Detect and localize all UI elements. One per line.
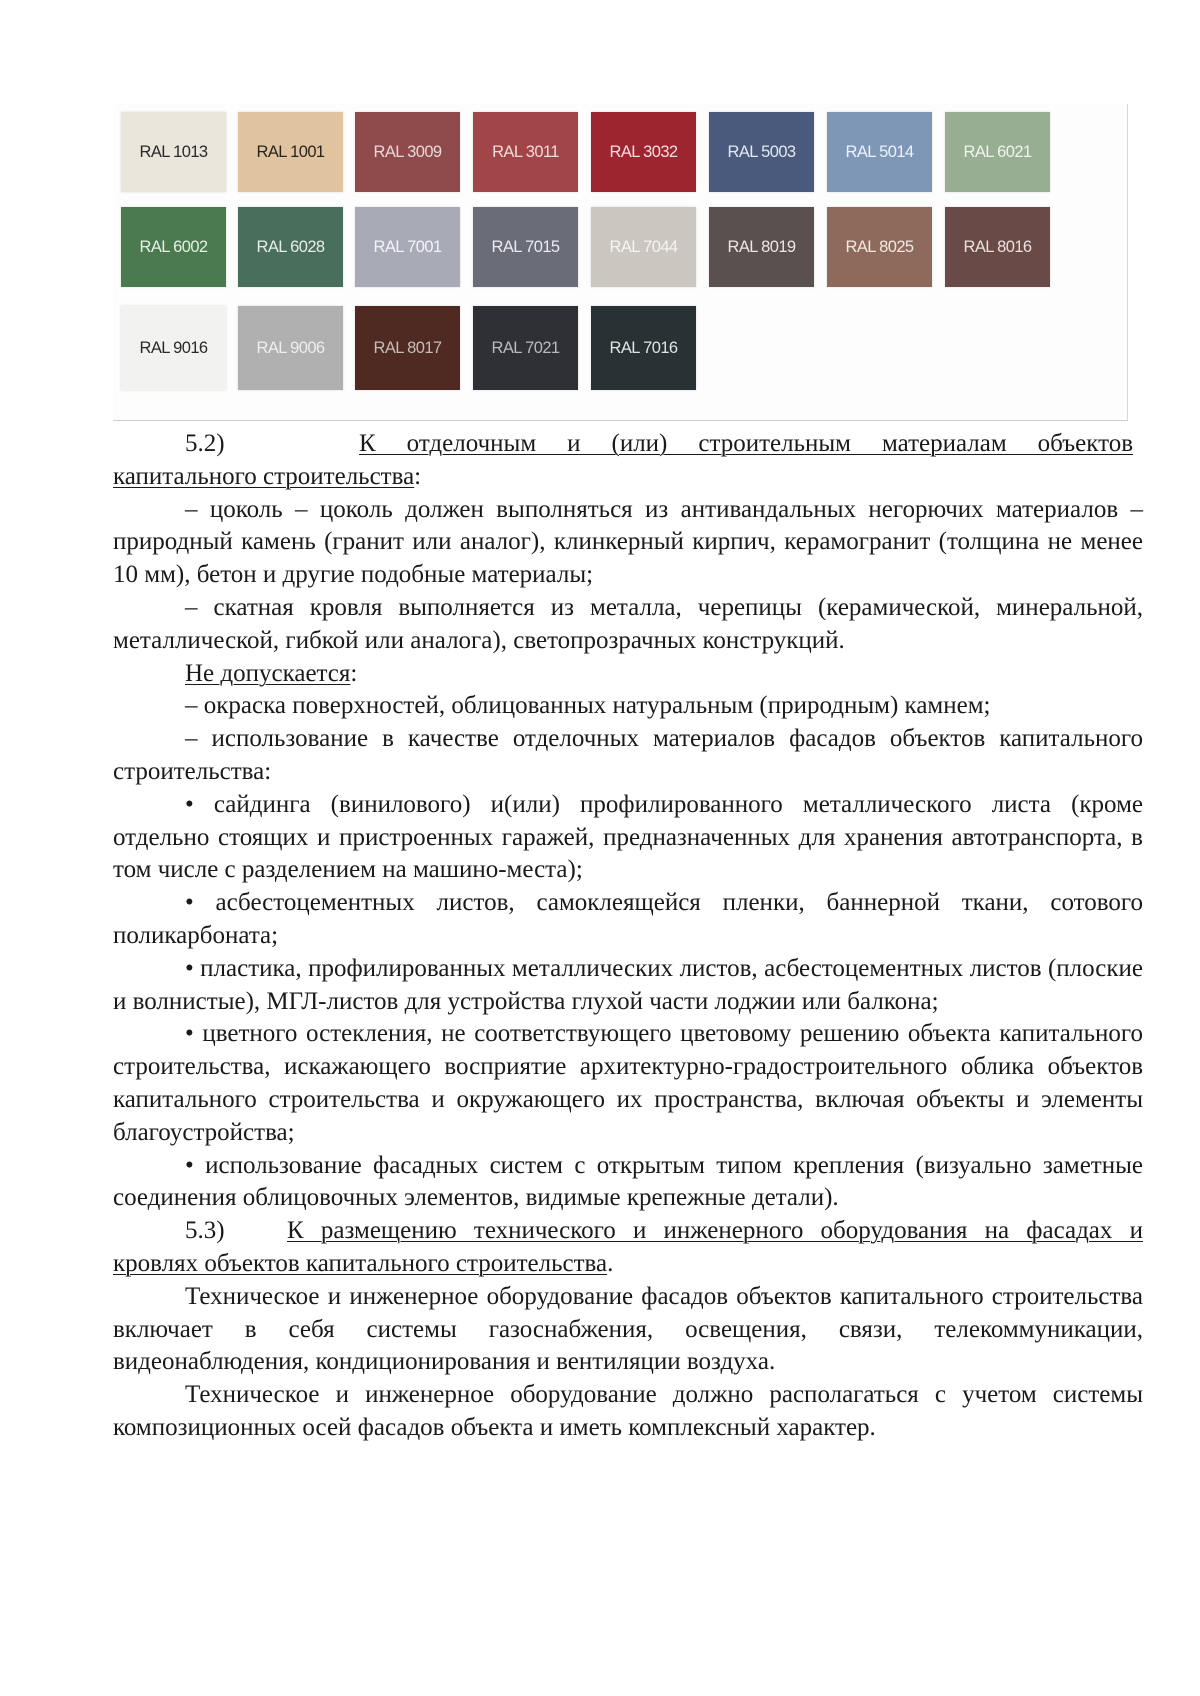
bullet-item: • асбестоцементных листов, самоклеящейся пленки, баннерной ткани, сотового поликарбоната; <box>113 889 1143 949</box>
bullet-item: • цветного остекления, не соответствующего цветовому решению объекта капитального строительства, искажающего восприятие архитектурно-градостроительного облика объектов капитального строительства и окружающего их пространства, включая объекты и элементы благоустройства; <box>113 1020 1143 1146</box>
bullet-item: • пластика, профилированных металлических листов, асбестоцементных листов (плоские и волнистые), МГЛ-листов для устройства глухой части лоджии или балкона; <box>113 954 1143 1015</box>
punct: : <box>350 659 358 687</box>
color-swatch: RAL 5003 <box>709 112 814 192</box>
punct: . <box>607 1249 614 1277</box>
color-swatch: RAL 9016 <box>121 306 226 390</box>
color-swatch: RAL 8025 <box>827 207 932 287</box>
color-swatch: RAL 8016 <box>945 207 1050 287</box>
color-swatch: RAL 7016 <box>591 306 696 390</box>
color-swatch: RAL 9006 <box>238 306 343 390</box>
section-title: К размещению технического и инженерного оборудования на фасадах и кровлях объектов капитального строительства <box>113 1217 1143 1277</box>
color-swatch: RAL 3009 <box>355 112 460 192</box>
not-allowed-item: – окраска поверхностей, облицованных натуральным (природным) камнем; <box>185 692 991 720</box>
color-swatch: RAL 1013 <box>121 112 226 192</box>
color-swatch: RAL 7021 <box>473 306 578 390</box>
item-plinth: – цоколь – цоколь должен выполняться из антивандальных негорючих материалов – природный камень (гранит или аналог), клинкерный кирпич, керамогранит (толщина не менее 10 мм), бетон и другие подобные материалы; <box>113 495 1143 589</box>
color-swatch: RAL 8019 <box>709 207 814 287</box>
document-body <box>113 428 1143 1445</box>
color-swatch: RAL 1001 <box>238 112 343 192</box>
not-allowed-heading <box>113 658 1143 691</box>
color-swatch: RAL 6021 <box>945 112 1050 192</box>
paragraph: Техническое и инженерное оборудование должно располагаться с учетом системы композиционных осей фасадов объекта и иметь комплексный характер. <box>113 1381 1143 1441</box>
not-allowed-item: – использование в качестве отделочных материалов фасадов объектов капитального строительства: <box>113 725 1143 785</box>
color-swatch: RAL 6002 <box>121 207 226 287</box>
color-swatch: RAL 3011 <box>473 112 578 192</box>
ral-color-palette <box>113 104 1128 421</box>
color-swatch: RAL 3032 <box>591 112 696 192</box>
not-allowed-label: Не допускается <box>185 659 351 687</box>
punct: : <box>414 462 422 490</box>
color-swatch: RAL 7001 <box>355 207 460 287</box>
paragraph: Техническое и инженерное оборудование фасадов объектов капитального строительства включает в себя системы газоснабжения, освещения, связи, телекоммуникации, видеонаблюдения, кондиционирования и вентиляции воздуха. <box>113 1282 1143 1376</box>
bullet-item: • использование фасадных систем с открытым типом крепления (визуально заметные соединения облицовочных элементов, видимые крепежные детали). <box>113 1151 1143 1212</box>
section-5-2-heading <box>113 428 1143 494</box>
color-swatch: RAL 6028 <box>238 207 343 287</box>
section-number: 5.3) <box>185 1217 225 1245</box>
color-swatch: RAL 7044 <box>591 207 696 287</box>
section-5-3-heading <box>113 1215 1143 1281</box>
section-title: К отделочным и (или) строительным материалам объектов <box>359 430 1133 457</box>
color-swatch: RAL 5014 <box>827 112 932 192</box>
color-swatch: RAL 7015 <box>473 207 578 287</box>
section-number: 5.2) <box>185 430 225 457</box>
color-swatch: RAL 8017 <box>355 306 460 390</box>
item-roof: – скатная кровля выполняется из металла, черепицы (керамической, минеральной, металлической, гибкой или аналога), светопрозрачных конструкций. <box>113 593 1143 654</box>
section-title-cont: капитального строительства <box>113 462 415 490</box>
bullet-item: • сайдинга (винилового) и(или) профилированного металлического листа (кроме отдельно стоящих и пристроенных гаражей, предназначенных для хранения автотранспорта, в том числе с разделением на машино-места); <box>113 790 1143 884</box>
